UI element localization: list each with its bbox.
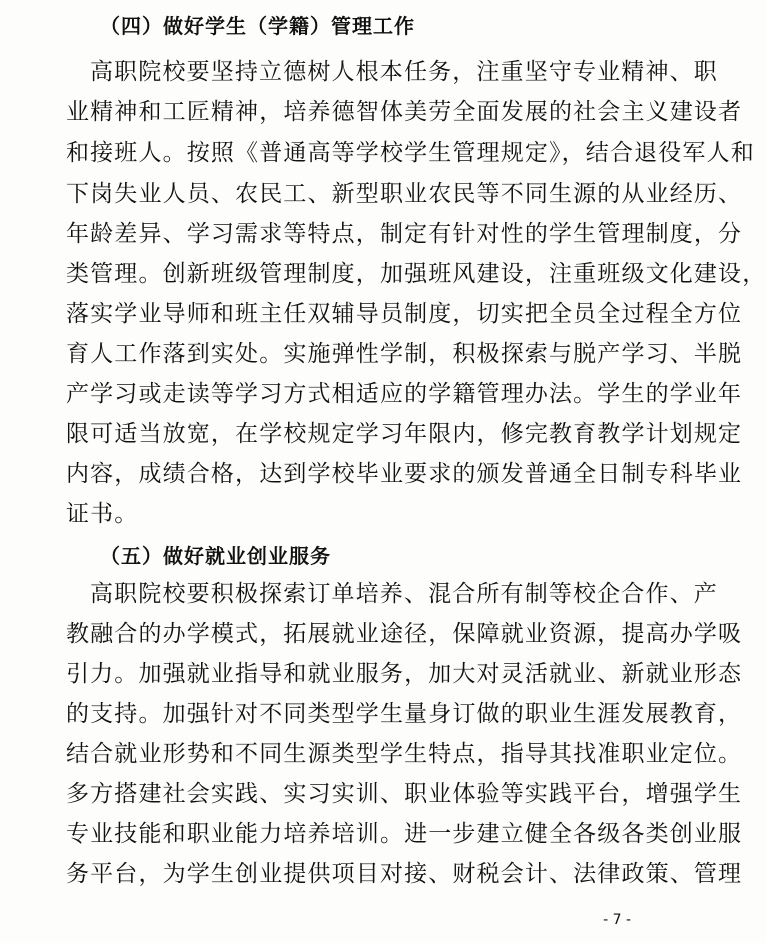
section-4-line-1: 高职院校要坚持立德树人根本任务，注重坚守专业精神、职 xyxy=(90,59,718,85)
section-5-line-6: 多方搭建社会实践、实习实训、职业体验等实践平台，增强学生 xyxy=(66,781,743,807)
section-5-line-7: 专业技能和职业能力培养培训。进一步建立健全各级各类创业服 xyxy=(66,821,743,847)
section-4-heading: （四）做好学生（学籍）管理工作 xyxy=(100,14,415,38)
page-number: - 7 - xyxy=(603,912,631,928)
section-4-line-4: 下岗失业人员、农民工、新型职业农民等不同生源的从业经历、 xyxy=(66,181,743,207)
section-5-line-1: 高职院校要积极探索订单培养、混合所有制等校企合作、产 xyxy=(90,581,718,607)
section-5-line-4: 的支持。加强针对不同类型学生量身订做的职业生涯发展教育， xyxy=(66,701,743,727)
section-5-line-8: 务平台，为学生创业提供项目对接、财税会计、法律政策、管理 xyxy=(66,861,743,887)
section-4-line-12: 证书。 xyxy=(66,501,139,527)
section-4-line-6: 类管理。创新班级管理制度，加强班风建设，注重班级文化建设， xyxy=(66,261,766,287)
section-4-line-9: 产学习或走读等学习方式相适应的学籍管理办法。学生的学业年 xyxy=(66,381,743,407)
section-4-line-3: 和接班人。按照《普通高等学校学生管理规定》，结合退役军人和 xyxy=(66,140,755,166)
section-4-line-10: 限可适当放宽，在学校规定学习年限内，修完教育教学计划规定 xyxy=(66,421,743,447)
section-4-line-2: 业精神和工匠精神，培养德智体美劳全面发展的社会主义建设者 xyxy=(66,99,743,125)
section-4-line-11: 内容，成绩合格，达到学校毕业要求的颁发普通全日制专科毕业 xyxy=(66,461,743,487)
section-4-line-7: 落实学业导师和班主任双辅导员制度，切实把全员全过程全方位 xyxy=(66,301,743,327)
section-4-line-8: 育人工作落到实处。实施弹性学制，积极探索与脱产学习、半脱 xyxy=(66,341,743,367)
section-4-line-5: 年龄差异、学习需求等特点，制定有针对性的学生管理制度，分 xyxy=(66,221,743,247)
section-5-line-3: 引力。加强就业指导和就业服务，加大对灵活就业、新就业形态 xyxy=(66,661,743,687)
section-5-line-2: 教融合的办学模式，拓展就业途径，保障就业资源，提高办学吸 xyxy=(66,621,743,647)
section-5-line-5: 结合就业形势和不同生源类型学生特点，指导其找准职业定位。 xyxy=(66,741,743,767)
section-5-heading: （五）做好就业创业服务 xyxy=(100,544,331,568)
